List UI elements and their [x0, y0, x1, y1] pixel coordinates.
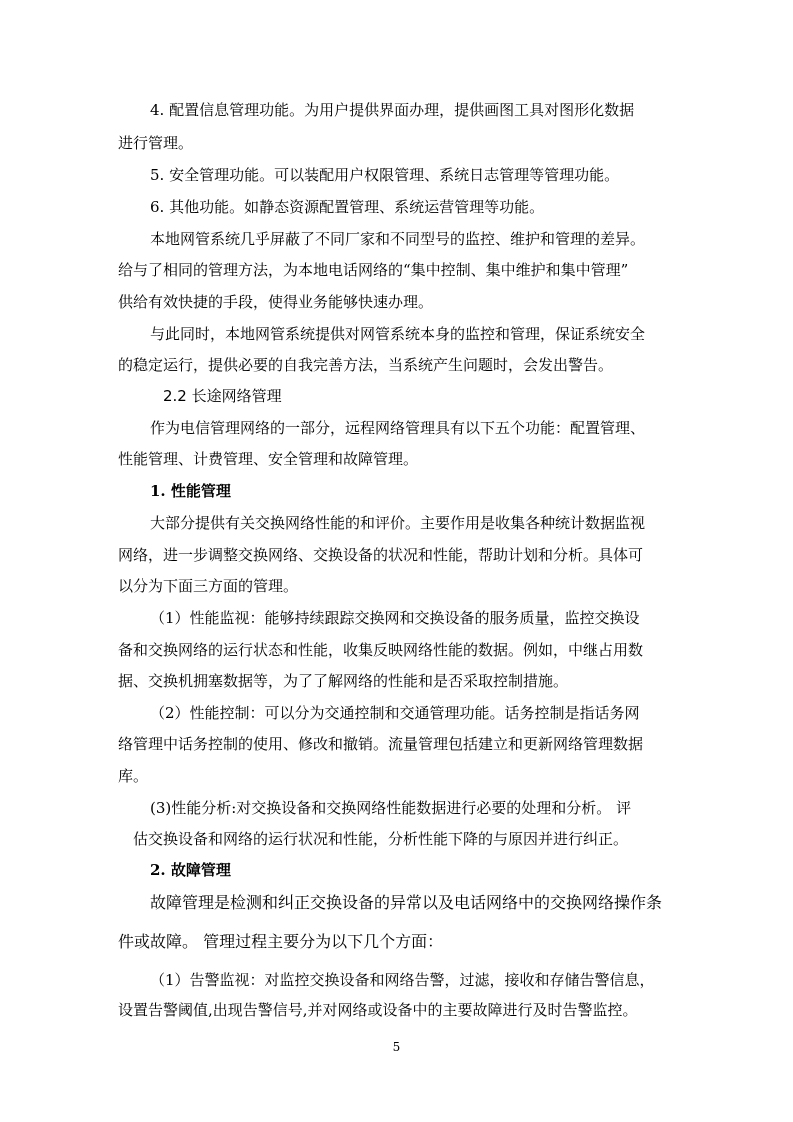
- text-line-27: 件或故障。 管理过程主要分为以下几个方面：: [118, 932, 444, 951]
- text-line-21: 络管理中话务控制的使用、修改和撤销。流量管理包括建立和更新网络管理数据: [118, 735, 644, 753]
- text-line-6: 给与了相同的管理方法，为本地电话网络的“集中控制、集中维护和集中管理”: [118, 261, 629, 279]
- text-line-12: 性能管理、计费管理、安全管理和故障管理。: [118, 450, 419, 468]
- text-line-29: 设置告警阈值,出现告警信号,并对网络或设备中的主要故障进行及时告警监控。: [118, 1001, 638, 1019]
- text-line-20: （2）性能控制：可以分为交通控制和交通管理功能。话务控制是指话务网: [150, 704, 640, 722]
- text-line-18: 备和交换网络的运行状态和性能，收集反映网络性能的数据。例如，中继占用数: [118, 641, 644, 659]
- text-line-11: 作为电信管理网络的一部分，远程网络管理具有以下五个功能：配置管理、: [150, 419, 646, 437]
- text-line-1: 4. 配置信息管理功能。为用户提供界面办理，提供画图工具对图形化数据: [150, 101, 635, 119]
- text-line-17: （1）性能监视：能够持续跟踪交换网和交换设备的服务质量，监控交换设: [150, 609, 640, 627]
- text-line-15: 网络，进一步调整交换网络、交换设备的状况和性能，帮助计划和分析。具体可: [118, 546, 644, 564]
- text-line-26: 故障管理是检测和纠正交换设备的异常以及电话网络中的交换网络操作条: [150, 893, 663, 912]
- text-line-2: 进行管理。: [118, 134, 194, 152]
- subheading-fault: 2. 故障管理: [150, 861, 231, 879]
- page-number: 5: [392, 1040, 401, 1054]
- text-line-28: （1）告警监视：对监控交换设备和网络告警，过滤，接收和存储告警信息，: [150, 971, 655, 989]
- text-line-24: 估交换设备和网络的运行状况和性能，分析性能下降的与原因并进行纠正。: [133, 830, 629, 848]
- text-line-3: 5. 安全管理功能。可以装配用户权限管理、系统日志管理等管理功能。: [150, 166, 620, 184]
- section-heading-2-2: 2.2 长途网络管理: [163, 387, 282, 405]
- text-line-8: 与此同时，本地网管系统提供对网管系统本身的监控和管理，保证系统安全: [150, 325, 646, 343]
- text-line-9: 的稳定运行，提供必要的自我完善方法，当系统产生问题时，会发出警告。: [118, 356, 614, 374]
- text-line-23: (3)性能分析:对交换设备和交换网络性能数据进行必要的处理和分析。 评: [150, 799, 632, 817]
- text-line-19: 据、交换机拥塞数据等，为了了解网络的性能和是否采取控制措施。: [118, 672, 569, 690]
- text-line-14: 大部分提供有关交换网络性能的和评价。主要作用是收集各种统计数据监视: [150, 514, 646, 532]
- text-line-5: 本地网管系统几乎屏蔽了不同厂家和不同型号的监控、维护和管理的差异。: [150, 230, 646, 248]
- text-line-16: 以分为下面三方面的管理。: [118, 577, 299, 595]
- text-line-7: 供给有效快捷的手段，使得业务能够快速办理。: [118, 293, 434, 311]
- subheading-performance: 1. 性能管理: [150, 482, 231, 500]
- text-line-22: 库。: [118, 767, 149, 785]
- text-line-4: 6. 其他功能。如静态资源配置管理、系统运营管理等功能。: [150, 198, 545, 216]
